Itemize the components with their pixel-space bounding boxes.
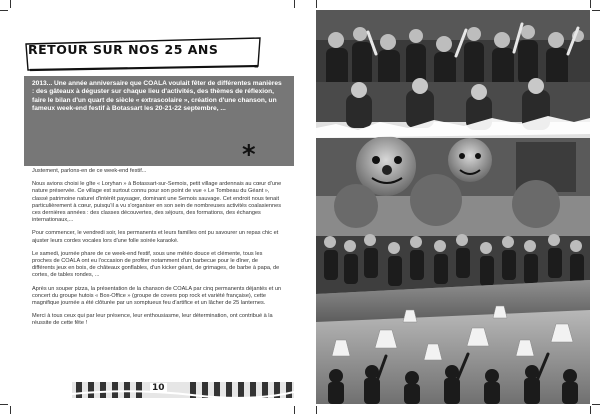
intro-text: 2013... Une année anniversaire que COALA voulait fêter de différentes manières : des gâteaux à déguster sur chaque lieu d'activités, des thèmes de réflexion, faire le bilan d'un quart de siècle « extrascolaire », création d'une chanson, un fameux week-end festif à Botassart les 20-21-22 septembre, ...: [32, 80, 282, 113]
paragraph: Le samedi, journée phare de ce week-end festif, sous une météo douce et clémente, tous les proches de COALA ont eu l'occasion de profiter notamment d'un barbecue pour le dîner, de différents jeux en bois, de châteaux gonflables, d'un kicker géant, de grimages, de barbe à papa, de cortes, de tables rondes, ...: [32, 250, 280, 279]
crop-mark: [0, 10, 8, 11]
paragraph: Pour commencer, le vendredi soir, les permanents et leurs familles ont pu savourer un repas chic et ajuster leurs cordes vocales lors d'une folle soirée karaoké.: [32, 230, 279, 244]
crop-mark: [10, 406, 11, 414]
crop-mark: [590, 0, 591, 8]
crop-mark: [592, 404, 600, 405]
right-page: [316, 10, 590, 404]
crop-mark: [0, 404, 8, 405]
paragraph: Nous avions choisi le gîte « Loryhan » à Botassart-sur-Semois, petit village ardennais au cœur d'une nature préservée. Ce village est surtout connu pour son point de vue « Le Tombeau du Géant », classé patrimoine naturel d'intérêt paysager, dominant une Semois sauvage. Cet endroit nous tenait particulièrement à cœur, puisqu'il a vu s'organiser en son sein de nombreuses activités coalasiennes ces dernières années : des classes découvertes, des séjours, des formations, des échanges internationaux,...: [32, 181, 282, 224]
page-title: RETOUR SUR NOS 25 ANS: [28, 42, 219, 57]
article-body: [32, 168, 282, 334]
paragraph: Merci à tous ceux qui par leur présence, leur enthousiasme, leur détermination, ont contribué à la réussite de cette fête !: [32, 313, 273, 327]
page-number: 10: [152, 383, 165, 393]
crop-mark: [316, 0, 317, 8]
crop-mark: [294, 406, 295, 414]
stripe-decoration: [72, 382, 294, 398]
asterisk-icon: *: [242, 140, 256, 170]
crop-mark: [316, 406, 317, 414]
lanterns-photo: [316, 280, 590, 404]
outdoor-crowd-photo: [316, 174, 590, 294]
paragraph: Justement, parlons-en de ce week-end festif...: [32, 168, 147, 174]
crop-mark: [592, 10, 600, 11]
crop-mark: [294, 0, 295, 8]
crop-mark: [10, 0, 11, 8]
paragraph: Après un souper pizza, la présentation de la chanson de COALA par cinq permanents déjantés et un concert du groupe hutois « Box-Office » (groupe de covers pop rock et variété française), cette magnifique journée a été clôturée par un somptueux feu d'artifice et un lâcher de 25 lanternes.: [32, 285, 282, 307]
crop-mark: [590, 406, 591, 414]
left-page: [10, 10, 294, 404]
